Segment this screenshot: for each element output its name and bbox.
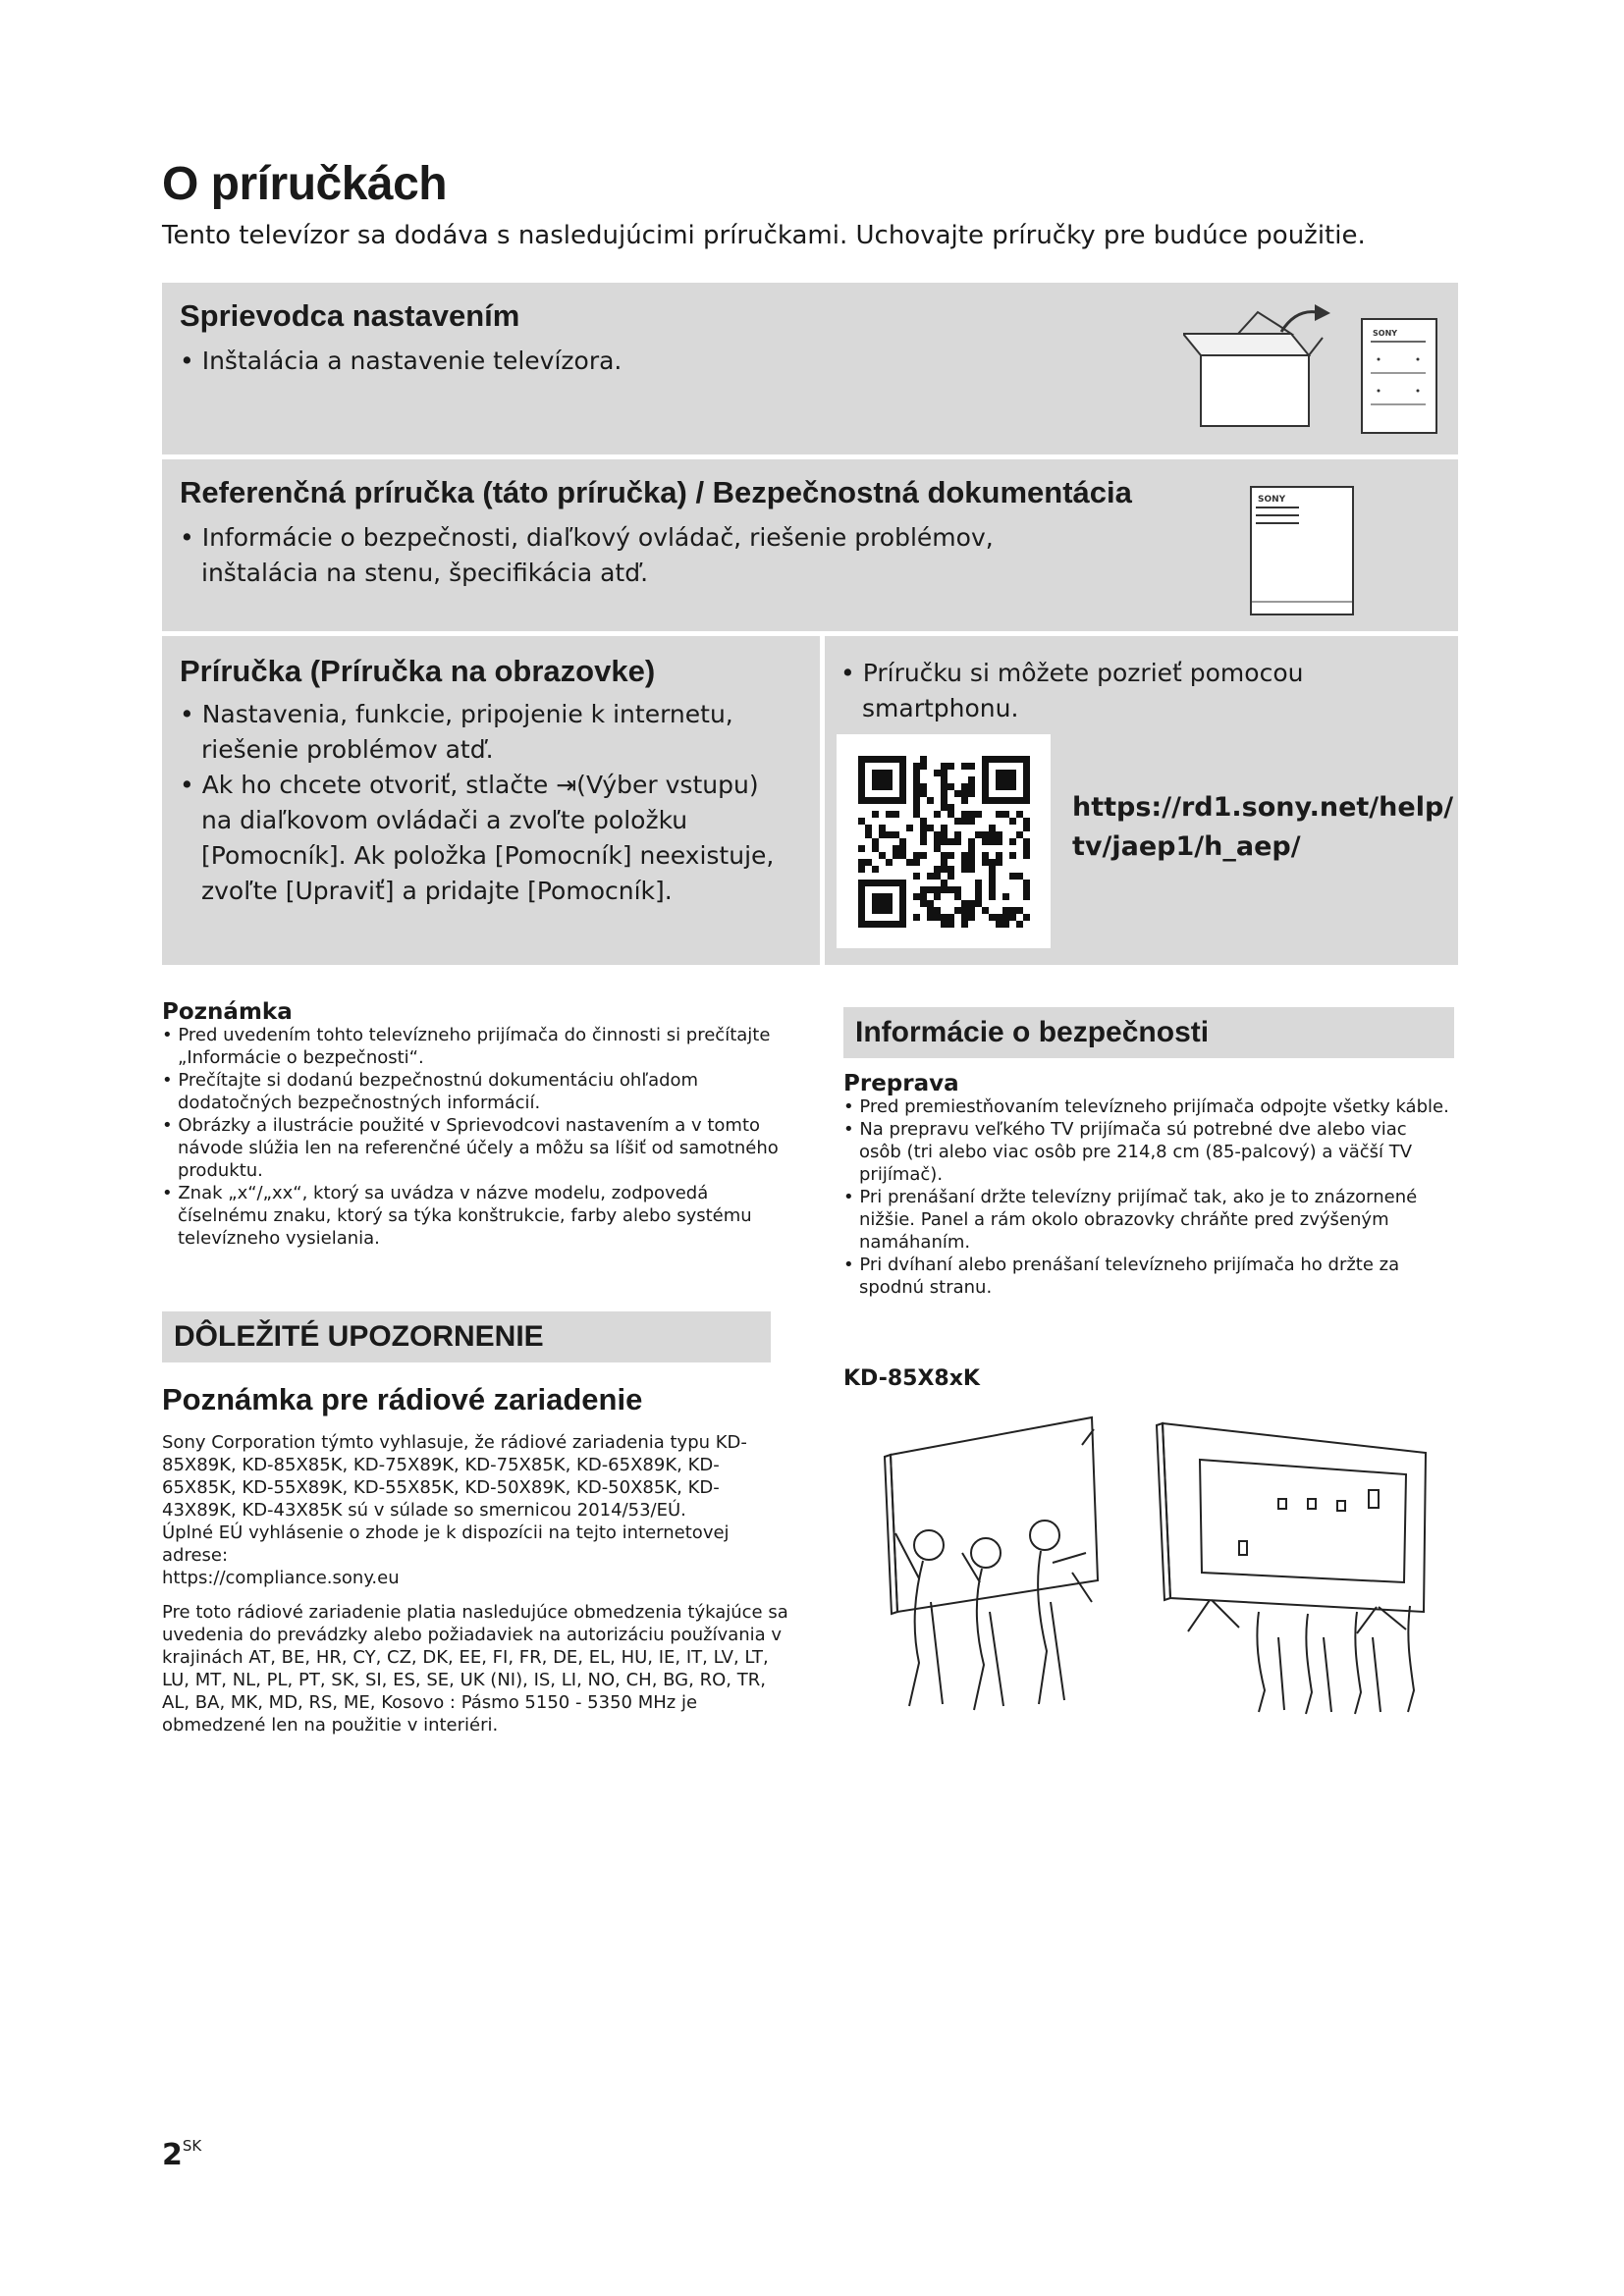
note-item: • Prečítajte si dodanú bezpečnostnú dokumentáciu ohľadom dodatočných bezpečnostných informácií. [162, 1069, 781, 1114]
reference-manual-booklet-illustration [1250, 486, 1354, 615]
reference-guide-title: Referenčná príručka (táto príručka) / Bezpečnostná dokumentácia [180, 475, 1132, 509]
help-guide-title: Príručka (Príručka na obrazovke) [180, 654, 656, 688]
help-guide-bullet2-line2: na diaľkovom ovládači a zvoľte položku [201, 806, 688, 834]
safety-info-bar: Informácie o bezpečnosti [843, 1007, 1454, 1058]
page-lang: SK [182, 2137, 202, 2155]
page-intro: Tento televízor sa dodáva s nasledujúcimi príručkami. Uchovajte príručky pre budúce použitie. [162, 221, 1366, 250]
smartphone-text [840, 656, 1303, 726]
setup-booklet-brand: SONY [1373, 329, 1398, 338]
note-item: • Znak „x“/„xx“, ktorý sa uvádza v názve modelu, zodpovedá číselnému znaku, ktorý sa týka konštrukcie, farby alebo systému televízneho vysielania. [162, 1182, 781, 1250]
radio-equipment-heading: Poznámka pre rádiové zariadenie [162, 1382, 643, 1416]
radio-equipment-text [162, 1431, 790, 1736]
transport-item: • Pri prenášaní držte televízny prijímač tak, ako je to znázornené nižšie. Panel a rám okolo obrazovky chráňte pred zvýšeným namáhaním. [843, 1186, 1454, 1254]
page-number-value: 2 [162, 2138, 183, 2172]
smartphone-bullet-line1: • Príručku si môžete pozrieť pomocou [840, 656, 1303, 691]
setup-guide-booklet-illustration [1361, 318, 1437, 434]
setup-guide-bullet: • Inštalácia a nastavenie televízora. [180, 344, 622, 379]
radio-restrictions: Pre toto rádiové zariadenie platia nasledujúce obmedzenia týkajúce sa uvedenia do prevádzky alebo požiadaviek na autorizáciu používania v krajinách AT, BE, HR, CY, CZ, DK, EE, FI, FR, DE, EL, HU, IE, IT, LV, LT, LU, MT, NL, PL, PT, SK, SI, ES, SE, UK (NI), IS, LI, NO, CH, BG, RO, TR, AL, BA, MK, MD, RS, ME, Kosovo : Pásmo 5150 - 5350 MHz je obmedzené len na použitie v interiéri. [162, 1602, 788, 1735]
setup-guide-text [180, 344, 622, 379]
note-item: • Pred uvedením tohto televízneho prijímača do činnosti si prečítajte „Informácie o bezpečnosti“. [162, 1024, 781, 1069]
transport-item: • Pri dvíhaní alebo prenášaní televízneho prijímača ho držte za spodnú stranu. [843, 1254, 1454, 1299]
tv-carrying-illustration [846, 1406, 1435, 1720]
smartphone-bullet-line2: smartphonu. [862, 694, 1019, 722]
help-url[interactable] [1072, 788, 1453, 867]
help-guide-bullet1-line1: • Nastavenia, funkcie, pripojenie k internetu, [180, 697, 774, 732]
model-label: KD-85X8xK [843, 1366, 980, 1391]
reference-guide-box [162, 459, 1458, 631]
transport-section [843, 1073, 1454, 1299]
reference-guide-bullet-line1: • Informácie o bezpečnosti, diaľkový ovládač, riešenie problémov, [180, 520, 994, 556]
setup-guide-box [162, 283, 1458, 454]
reference-guide-bullet-line2: inštalácia na stenu, špecifikácia atď. [201, 559, 649, 587]
transport-item: • Na prepravu veľkého TV prijímača sú potrebné dve alebo viac osôb (tri alebo viac osôb pre 214,8 cm (85-palcový) a väčší TV prijímač). [843, 1118, 1454, 1186]
qr-code-graphic [837, 734, 1051, 948]
note-section [162, 1001, 781, 1250]
help-guide-bullet2-line3: [Pomocník]. Ak položka [Pomocník] neexistuje, [201, 841, 775, 870]
setup-guide-title: Sprievodca nastavením [180, 298, 520, 333]
radio-declaration: Sony Corporation týmto vyhlasuje, že rádiové zariadenia typu KD-85X89K, KD-85X85K, KD-75X89K, KD-75X85K, KD-65X89K, KD-65X85K, KD-55X89K, KD-55X85K, KD-50X89K, KD-50X85K, KD-43X89K, KD-43X85K sú v súlade so smernicou 2014/53/EÚ. [162, 1432, 747, 1521]
note-list [162, 1024, 781, 1250]
help-guide-bullet2-line1: • Ak ho chcete otvoriť, stlačte ⇥(Výber vstupu) [180, 768, 774, 803]
help-guide-bullet1-line2: riešenie problémov atď. [201, 735, 494, 764]
help-guide-box [162, 636, 820, 965]
note-item: • Obrázky a ilustrácie použité v Sprievodcovi nastavením a v tomto návode slúžia len na referenčné účely a môžu sa líšiť od samotného produktu. [162, 1114, 781, 1182]
help-url-line1[interactable]: https://rd1.sony.net/help/ [1072, 792, 1454, 823]
box-unpacking-illustration [1183, 304, 1340, 432]
help-guide-bullet2-line4: zvoľte [Upraviť] a pridajte [Pomocník]. [201, 877, 673, 905]
radio-eu-declaration: Úplné EÚ vyhlásenie o zhode je k dispozícii na tejto internetovej adrese: [162, 1522, 730, 1566]
transport-list [843, 1095, 1454, 1299]
reference-guide-text [180, 520, 994, 591]
help-guide-text [180, 697, 774, 909]
page-title: O príručkách [162, 158, 448, 210]
transport-heading: Preprava [843, 1071, 959, 1096]
help-url-line2[interactable]: tv/jaep1/h_aep/ [1072, 831, 1301, 862]
smartphone-guide-box [825, 636, 1458, 965]
compliance-url[interactable]: https://compliance.sony.eu [162, 1568, 400, 1588]
important-notice-bar: DÔLEŽITÉ UPOZORNENIE [162, 1311, 771, 1362]
qr-code[interactable] [837, 734, 1051, 948]
page-number [162, 2137, 201, 2172]
transport-item: • Pred premiestňovaním televízneho prijímača odpojte všetky káble. [843, 1095, 1454, 1118]
note-heading: Poznámka [162, 999, 293, 1025]
reference-booklet-brand: SONY [1258, 495, 1286, 505]
